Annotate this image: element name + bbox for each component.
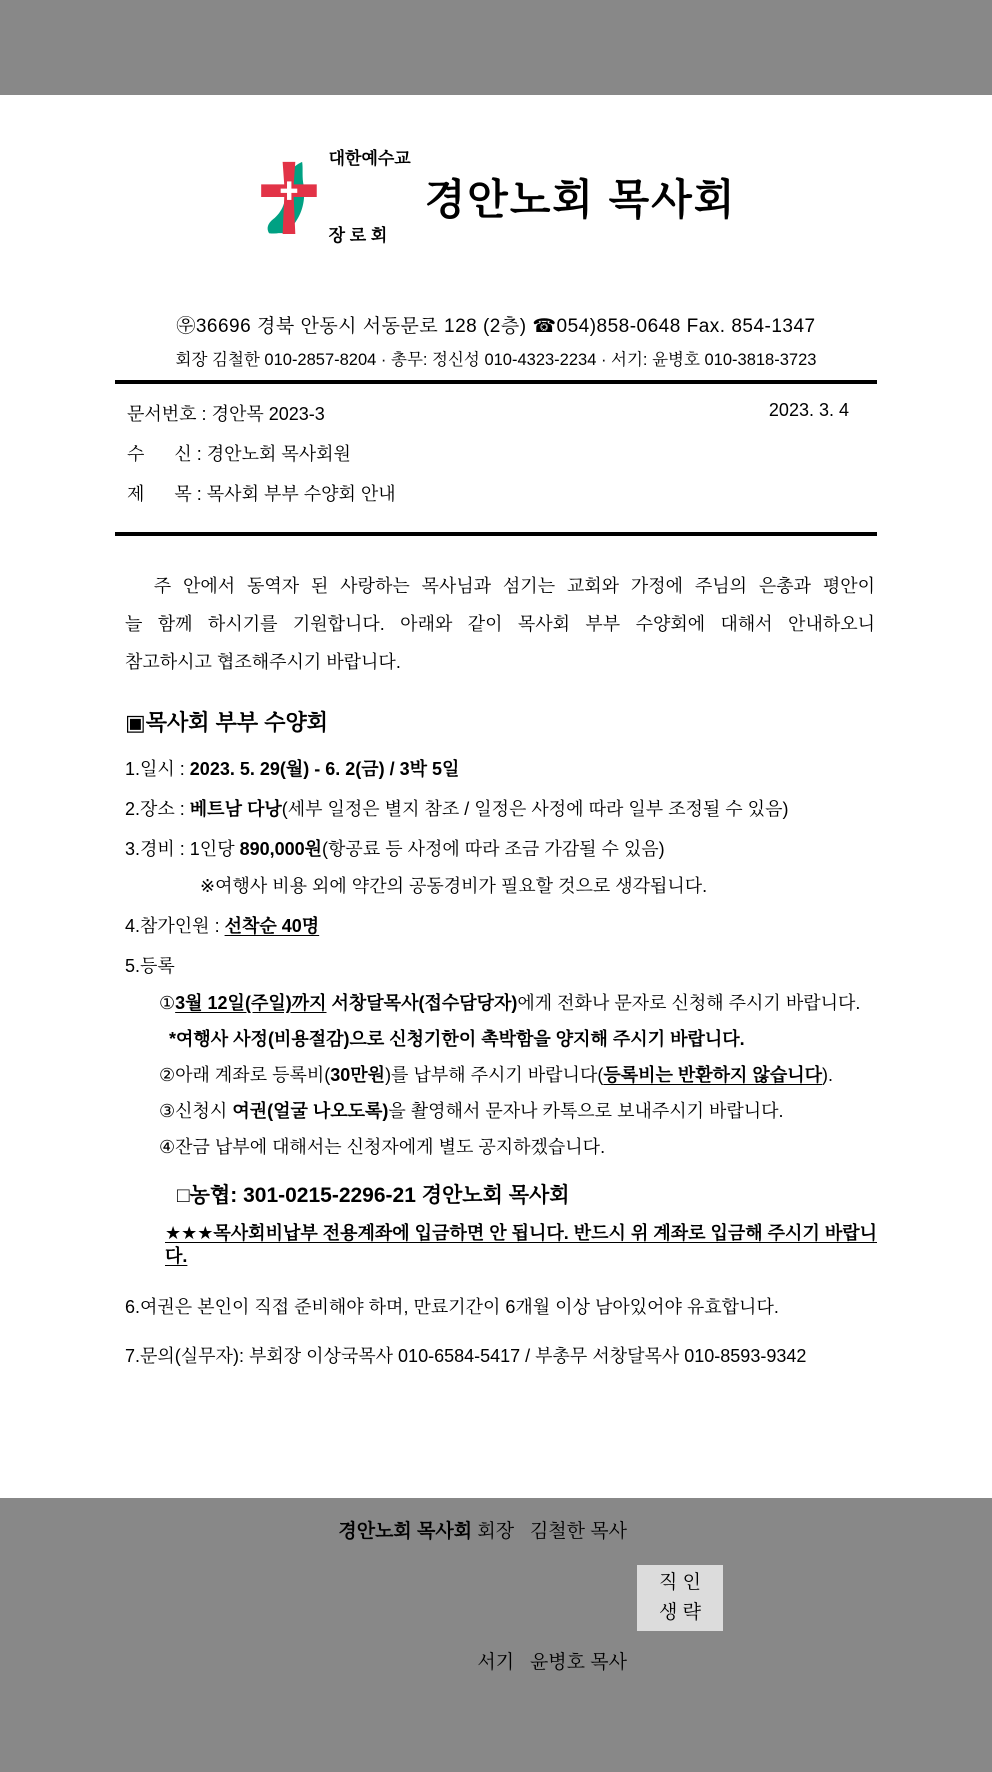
greeting-line: 주 안에서 동역자 된 사랑하는 목사님과 섬기는 교회와 가정에 주님의 은총과 평안이 (153, 576, 875, 596)
signature-org: 경안노회 목사회 (338, 1521, 473, 1543)
denomination-line2: 장 로 회 (328, 225, 388, 245)
text-segment: ※여행사 비용 외에 약간의 공동경비가 필요할 것으로 생각됩니다. (200, 875, 708, 896)
body-line (125, 992, 877, 1015)
subject-value: 목사회 부부 수양회 안내 (206, 484, 396, 504)
body-line (125, 1345, 877, 1368)
body-line (125, 1296, 877, 1319)
text-segment: 890,000원 (239, 838, 323, 859)
stamp-omitted-line1: 직 인 (659, 1572, 701, 1594)
greeting-line: 참고하시고 협조해주시기 바랍니다. (125, 651, 401, 672)
stamp-omitted-line2: 생 략 (659, 1601, 701, 1623)
text-segment: ④잔금 납부에 대해서는 신청자에게 별도 공지하겠습니다. (159, 1136, 606, 1157)
body-line (125, 1183, 877, 1210)
signature-line-secretary: 서기 윤병호 목사 (477, 1652, 627, 1674)
text-segment: 4.참가인원 : (125, 915, 225, 936)
text-segment: □농협: 301-0215-2296-21 경안노회 목사회 (177, 1183, 570, 1207)
doc-date: 2023. 3. 4 (768, 400, 849, 420)
greeting-paragraph (115, 568, 877, 681)
subject-label: 제 목 : (127, 484, 207, 504)
doc-info (115, 384, 877, 530)
document-page (0, 95, 992, 1674)
text-segment: 을 촬영해서 문자나 카톡으로 보내주시기 바랍니다. (388, 1100, 784, 1121)
body-line (125, 798, 877, 821)
body-line (125, 1136, 877, 1159)
body-line (125, 955, 877, 978)
recipient-label: 수 신 : (127, 444, 207, 464)
text-segment: 여권(얼굴 나오도록) (232, 1100, 389, 1121)
denomination-line1: 대한예수교 (328, 149, 411, 168)
greeting-line: 늘 함께 하시기를 기원합니다. 아래와 같이 목사회 부부 수양회에 대해서 안내하오니 (125, 613, 875, 634)
text-segment: (세부 일정은 별지 참조 / 일정은 사정에 따라 일부 조정될 수 있음) (281, 798, 789, 819)
doc-number-label: 문서번호 : (127, 404, 212, 424)
divider-subject (115, 532, 877, 536)
pck-cross-logo-icon (256, 158, 319, 236)
subject-row (127, 480, 877, 506)
text-segment: 선착순 40명 (224, 915, 320, 936)
signature-lines (338, 1423, 627, 1772)
text-segment: *여행사 사정(비용절감)으로 신청기한이 촉박함을 양지해 주시기 바랍니다. (169, 1028, 745, 1049)
text-segment: 베트남 다낭 (189, 798, 282, 819)
address-line: ㉾36696 경북 안동시 서동문로 128 (2층) ☎054)858-0648 Fax. 854-1347 (176, 316, 816, 337)
body-line (125, 838, 877, 861)
denomination-text (329, 95, 411, 299)
body-line (125, 875, 877, 898)
text-segment: 5.등록 (125, 955, 175, 976)
stamp-omitted-box (637, 1565, 723, 1631)
body-lines (115, 709, 877, 1368)
doc-number-value: 경안목 2023-3 (211, 404, 325, 424)
text-segment: ③신청시 (159, 1100, 233, 1121)
signature-block (115, 1423, 877, 1772)
signature-chairman: 회장 김철한 목사 (472, 1521, 627, 1543)
signature-line-chairman (338, 1510, 627, 1554)
text-segment: )를 납부해 주시기 바랍니다( (385, 1064, 604, 1085)
organization-title: 경안노회 목사회 (424, 176, 737, 223)
body-line (125, 758, 877, 781)
body-line (125, 709, 877, 737)
doc-number-row (127, 400, 877, 426)
text-segment: 등록비는 반환하지 않습니다 (603, 1064, 822, 1085)
text-segment: 6.여권은 본인이 직접 준비해야 하며, 만료기간이 6개월 이상 남아있어야 유효합니다. (125, 1296, 779, 1317)
recipient-value: 경안노회 목사회원 (206, 444, 351, 464)
text-segment: ). (822, 1064, 833, 1085)
text-segment: ★★★목사회비납부 전용계좌에 입금하면 안 됩니다. 반드시 위 계좌로 입금해 주시기 바랍니다. (165, 1222, 877, 1266)
text-segment: 2023. 5. 29(월) - 6. 2(금) / 3박 5일 (189, 758, 460, 779)
text-segment: ① (159, 992, 176, 1013)
body-line (125, 1028, 877, 1051)
body-line (125, 915, 877, 938)
letterhead (115, 95, 877, 299)
text-segment: 서창달목사(접수담당자) (331, 992, 518, 1013)
body-line (125, 1064, 877, 1087)
text-segment: 1.일시 : (125, 758, 190, 779)
text-segment: 3.경비 : 1인당 (125, 838, 240, 859)
body-line (125, 1100, 877, 1123)
text-segment: ②아래 계좌로 등록비( (159, 1064, 331, 1085)
text-segment: ▣목사회 부부 수양회 (125, 710, 329, 736)
text-segment: 7.문의(실무자): 부회장 이상국목사 010-6584-5417 / 부총무 서창달목사 010-8593-9342 (125, 1345, 807, 1366)
body-line (125, 1222, 877, 1268)
text-segment: 3월 12일(주일)까지 (175, 992, 327, 1013)
officer-contacts-line: 회장 김철한 010-2857-8204 · 총무: 정신성 010-4323-2234 · 서기: 윤병호 010-3818-3723 (175, 351, 817, 369)
text-segment: 에게 전화나 문자로 신청해 주시기 바랍니다. (517, 992, 861, 1013)
text-segment: (항공료 등 사정에 따라 조금 가감될 수 있음) (322, 838, 665, 859)
recipient-row (127, 440, 877, 466)
text-segment: 30만원 (330, 1064, 386, 1085)
text-segment: 2.장소 : (125, 798, 190, 819)
